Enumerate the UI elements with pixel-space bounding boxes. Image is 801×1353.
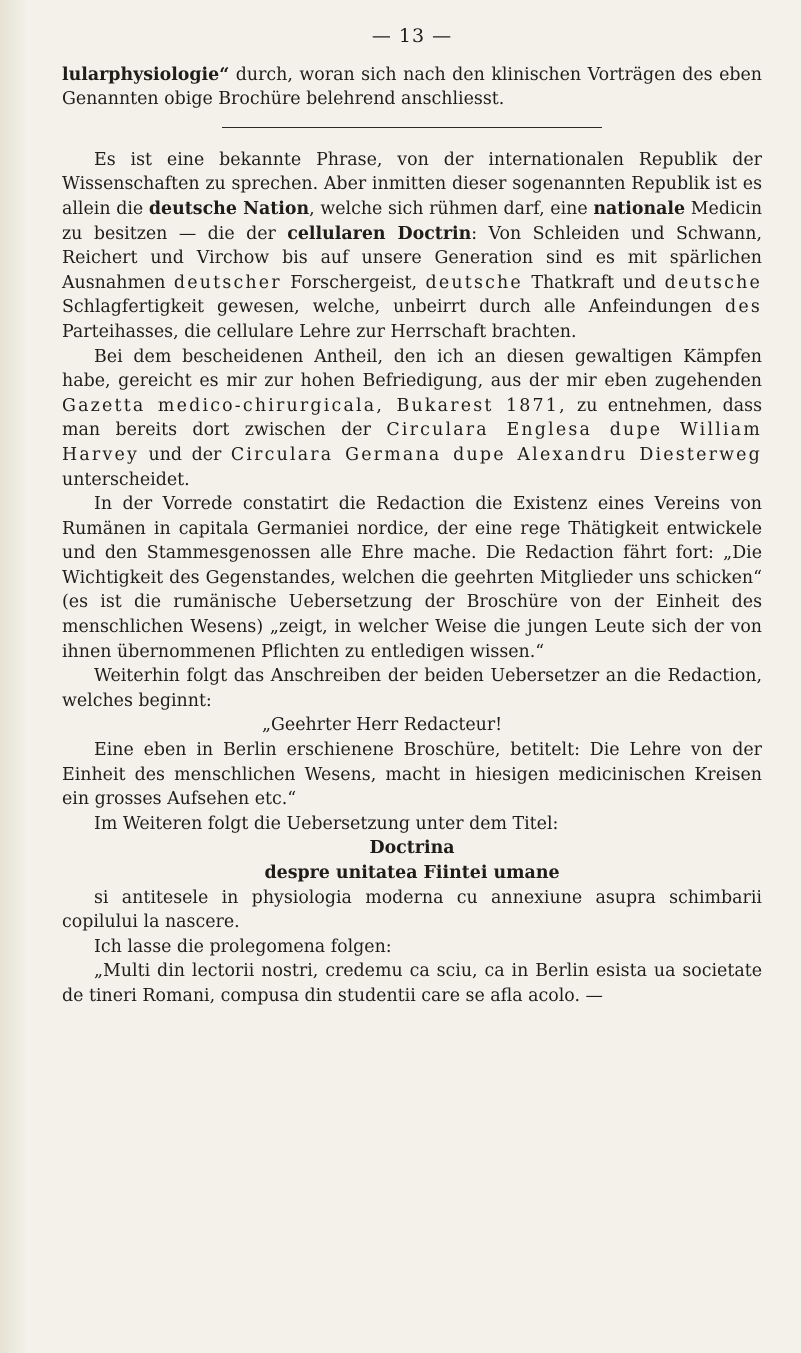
p1-spaced-des: des <box>725 297 762 318</box>
p1-bold-nation: deutsche Nation <box>148 198 310 219</box>
paragraph-2 <box>62 345 762 493</box>
p1-text-o: Parteihasses, die cellulare Lehre zur Herrschaft brachten. <box>62 321 577 342</box>
paragraph-4: Weiterhin folgt das Anschreiben der beiden Uebersetzer an die Redaction, welches beginnt: <box>62 666 762 711</box>
paragraph-8: Ich lasse die prolegomena folgen: <box>94 936 392 957</box>
intro-paragraph <box>62 63 762 112</box>
paragraph-1 <box>62 148 762 345</box>
intro-first-word: lularphysiologie“ <box>62 64 230 85</box>
p2-text-e: und der <box>139 444 231 465</box>
translation-title-line-2: despre unitatea Fiintei umane <box>264 863 560 883</box>
paragraph-3: In der Vorrede constatirt die Redaction die Existenz eines Vereins von Rumänen in capitala Germaniei nordice, der eine rege Thätigkeit entwickele und den Stammesgenossen alle Ehre mache. Die Redaction fährt fort: „Die Wichtigkeit des Gegenstandes, welchen die geehrten Mitglieder uns schicken“ (es ist die rumänische Uebersetzung der Broschüre von der Einheit des menschlichen Wesens) „zeigt, in welcher Weise die jungen Leute sich der von ihnen übernommenen Pflichten zu entledigen wissen.“ <box>62 494 762 662</box>
section-divider <box>222 127 602 128</box>
p1-text-c: , welche sich rühmen darf, eine <box>309 198 594 219</box>
p1-text-a: Es ist eine bekannte Phrase, von der internationalen Republik der Wissenschaften zu sprechen. Aber inmitten dieser sogenannten Republik ist es allein die <box>62 149 762 219</box>
paragraph-7: si antitesele in physiologia moderna cu annexiune asupra schimbarii copilului la nascere. <box>62 887 762 933</box>
p2-text-g: unterscheidet. <box>62 469 190 490</box>
p1-text-m: Schlagfertigkeit gewesen, welche, unbeirrt durch alle Anfeindungen <box>62 297 726 318</box>
p2-spaced-gazetta: Gazetta medico-chirurgicala, Bukarest 1871, <box>62 395 567 416</box>
paragraph-6: Im Weiteren folgt die Uebersetzung unter dem Titel: <box>94 813 559 834</box>
p1-spaced-deutsche-2: deutsche <box>664 272 763 293</box>
page-edge-shadow <box>0 0 28 1353</box>
p1-spaced-deutscher: deutscher <box>173 272 282 293</box>
p2-spaced-circulara-englesa: Circulara Englesa dupe William Harvey <box>62 420 762 465</box>
p1-bold-doctrin: cellularen Doctrin <box>287 223 472 244</box>
p1-text-g: : Von Schleiden und Schwann, Reichert und Virchow bis auf unsere Generation sind es mit spärlichen Ausnahmen <box>62 223 762 293</box>
intro-rest: durch, woran sich nach den klinischen Vorträgen des eben Genannten obige Brochüre belehrend anschliesst. <box>62 64 762 110</box>
document-page <box>62 24 762 1009</box>
p2-text-a: Bei dem bescheidenen Antheil, den ich an diesen gewaltigen Kämpfen habe, gereicht es mir zur hohen Befriedigung, aus der mir eben zugehenden <box>62 346 762 392</box>
p1-bold-nationale: nationale <box>593 198 686 219</box>
p2-text-c: zu entnehmen, dass man bereits dort zwischen der <box>62 395 762 441</box>
page-number: — 13 — <box>371 25 453 47</box>
p2-spaced-circulara-germana: Circulara Germana dupe Alexandru Diesterweg <box>230 444 763 465</box>
letter-salutation: „Geehrter Herr Redacteur! <box>262 715 503 736</box>
paragraph-5: Eine eben in Berlin erschienene Broschüre, betitelt: Die Lehre von der Einheit des menschlichen Wesens, macht in hiesigen medicinischen Kreisen ein grosses Aufsehen etc.“ <box>62 740 762 810</box>
p1-text-i: Forschergeist, <box>281 272 426 293</box>
p1-text-e: Medicin zu besitzen — die der <box>62 198 763 244</box>
translation-title-line-1: Doctrina <box>369 838 455 859</box>
p1-spaced-deutsche-1: deutsche <box>425 272 523 293</box>
p1-text-k: Thatkraft und <box>522 272 665 293</box>
paragraph-9: „Multi din lectorii nostri, credemu ca sciu, ca in Berlin esista ua societate de tineri Romani, compusa din studentii care se afla acolo. — <box>62 961 762 1006</box>
